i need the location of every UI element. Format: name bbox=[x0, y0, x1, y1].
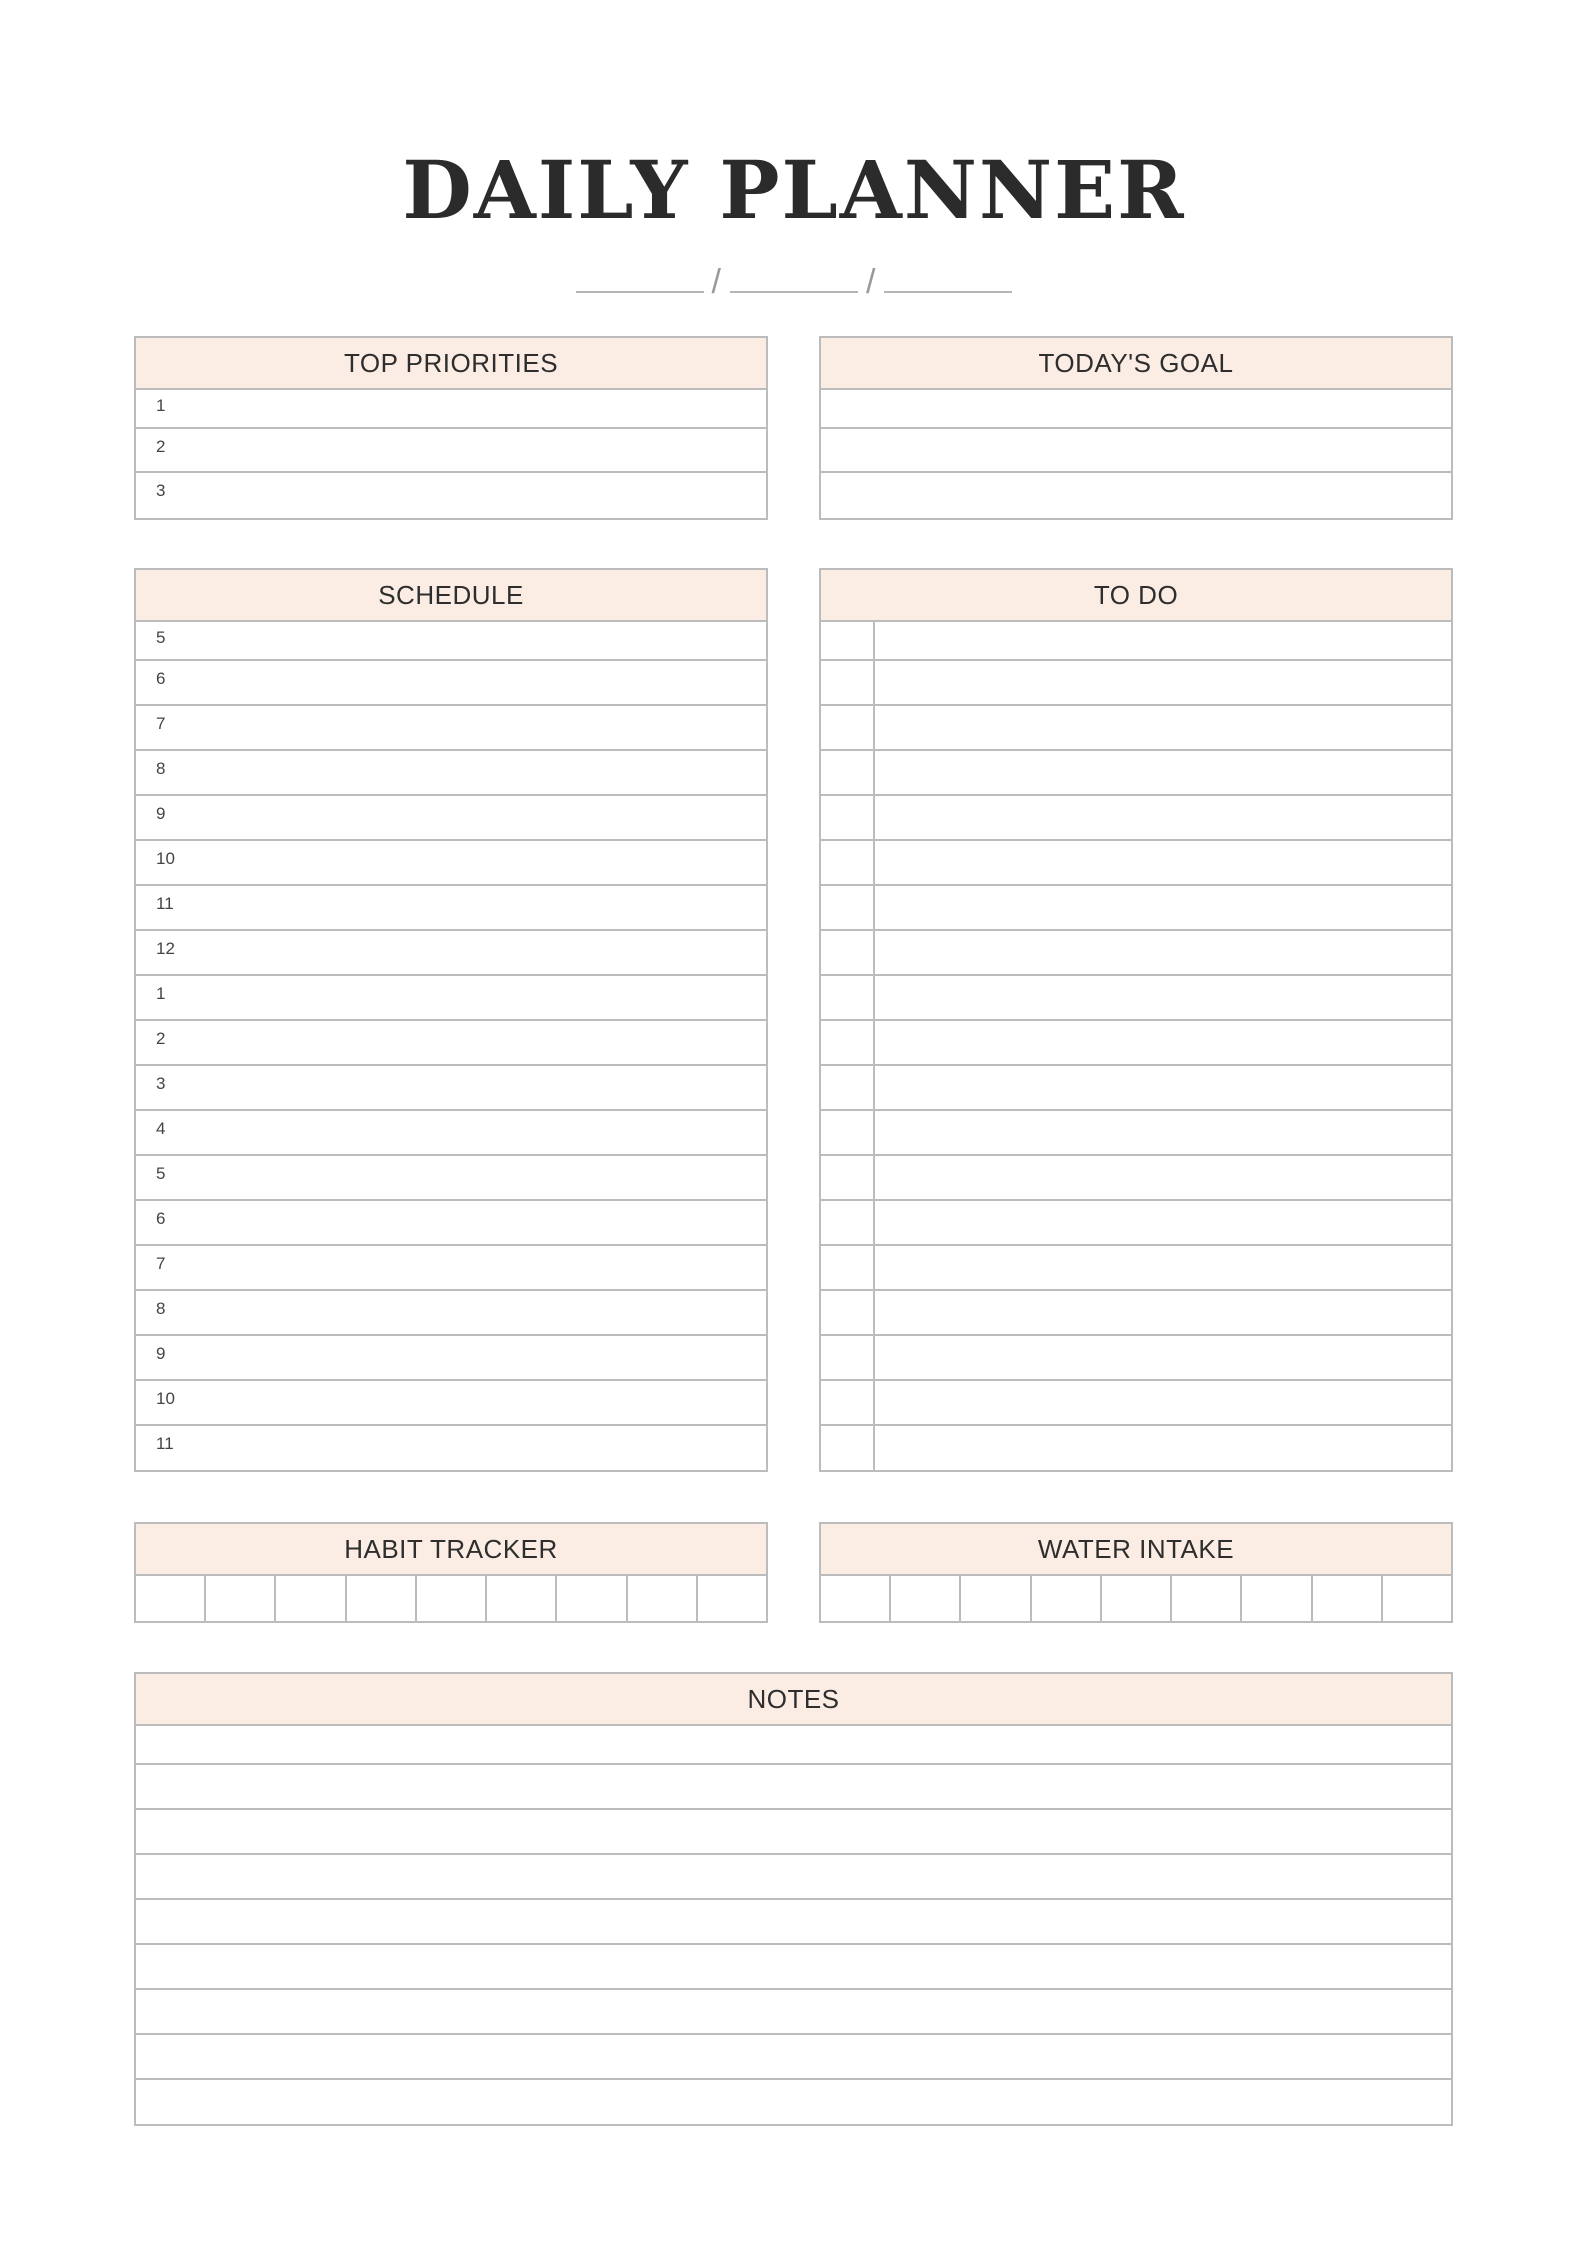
schedule-header: SCHEDULE bbox=[136, 570, 766, 622]
top-priorities-header: TOP PRIORITIES bbox=[136, 338, 766, 390]
todo-row[interactable] bbox=[821, 1336, 1451, 1381]
notes-line[interactable] bbox=[136, 2080, 1451, 2125]
todays-goal-section bbox=[819, 336, 1453, 520]
notes-header: NOTES bbox=[136, 1674, 1451, 1726]
date-year-blank[interactable] bbox=[884, 263, 1012, 293]
habit-cell[interactable] bbox=[628, 1576, 698, 1622]
todo-checkbox[interactable] bbox=[821, 1291, 875, 1334]
notes-line[interactable] bbox=[136, 1990, 1451, 2035]
priority-number: 2 bbox=[156, 437, 166, 456]
habit-cell[interactable] bbox=[347, 1576, 417, 1622]
date-line bbox=[0, 262, 1588, 302]
todo-row[interactable] bbox=[821, 661, 1451, 706]
water-cell[interactable] bbox=[821, 1576, 891, 1622]
schedule-hour-label: 6 bbox=[156, 669, 166, 688]
notes-line[interactable] bbox=[136, 1765, 1451, 1810]
todo-section bbox=[819, 568, 1453, 1472]
schedule-row[interactable] bbox=[136, 976, 766, 1021]
water-intake-section bbox=[819, 1522, 1453, 1623]
schedule-row[interactable] bbox=[136, 1426, 766, 1471]
water-cell[interactable] bbox=[891, 1576, 961, 1622]
water-intake-header: WATER INTAKE bbox=[821, 1524, 1451, 1576]
todo-checkbox[interactable] bbox=[821, 661, 875, 704]
schedule-row[interactable] bbox=[136, 886, 766, 931]
todo-row[interactable] bbox=[821, 976, 1451, 1021]
notes-line[interactable] bbox=[136, 1945, 1451, 1990]
todo-row[interactable] bbox=[821, 1066, 1451, 1111]
todo-checkbox[interactable] bbox=[821, 622, 875, 659]
todo-header: TO DO bbox=[821, 570, 1451, 622]
schedule-row[interactable] bbox=[136, 1201, 766, 1246]
priority-row[interactable] bbox=[136, 429, 766, 473]
todo-row[interactable] bbox=[821, 751, 1451, 796]
todo-row[interactable] bbox=[821, 796, 1451, 841]
notes-line[interactable] bbox=[136, 1810, 1451, 1855]
todo-row[interactable] bbox=[821, 931, 1451, 976]
schedule-row[interactable] bbox=[136, 1111, 766, 1156]
schedule-hour-label: 7 bbox=[156, 714, 166, 733]
schedule-hour-label: 1 bbox=[156, 984, 166, 1003]
todo-checkbox[interactable] bbox=[821, 796, 875, 839]
habit-cell[interactable] bbox=[557, 1576, 627, 1622]
todo-row[interactable] bbox=[821, 1021, 1451, 1066]
habit-tracker-header: HABIT TRACKER bbox=[136, 1524, 766, 1576]
habit-cell[interactable] bbox=[487, 1576, 557, 1622]
water-cell[interactable] bbox=[1313, 1576, 1383, 1622]
todo-row[interactable] bbox=[821, 1111, 1451, 1156]
todo-checkbox[interactable] bbox=[821, 886, 875, 929]
schedule-row[interactable] bbox=[136, 622, 766, 661]
schedule-row[interactable] bbox=[136, 1066, 766, 1111]
schedule-hour-label: 6 bbox=[156, 1209, 166, 1228]
schedule-row[interactable] bbox=[136, 931, 766, 976]
schedule-hour-label: 5 bbox=[156, 628, 166, 647]
todo-checkbox[interactable] bbox=[821, 1336, 875, 1379]
schedule-hour-label: 7 bbox=[156, 1254, 166, 1273]
todo-row[interactable] bbox=[821, 1201, 1451, 1246]
schedule-hour-label: 10 bbox=[156, 849, 175, 868]
todo-row[interactable] bbox=[821, 886, 1451, 931]
todo-row[interactable] bbox=[821, 706, 1451, 751]
todo-row[interactable] bbox=[821, 1246, 1451, 1291]
water-cell[interactable] bbox=[1172, 1576, 1242, 1622]
water-cell[interactable] bbox=[961, 1576, 1031, 1622]
todo-checkbox[interactable] bbox=[821, 976, 875, 1019]
priority-number: 3 bbox=[156, 481, 166, 500]
schedule-hour-label: 5 bbox=[156, 1164, 166, 1183]
schedule-hour-label: 4 bbox=[156, 1119, 166, 1138]
date-separator: / bbox=[711, 263, 722, 301]
notes-line[interactable] bbox=[136, 1726, 1451, 1765]
notes-section bbox=[134, 1672, 1453, 2126]
todo-checkbox[interactable] bbox=[821, 1156, 875, 1199]
todo-checkbox[interactable] bbox=[821, 1381, 875, 1424]
todo-row[interactable] bbox=[821, 622, 1451, 661]
water-cell[interactable] bbox=[1032, 1576, 1102, 1622]
schedule-row[interactable] bbox=[136, 1246, 766, 1291]
schedule-row[interactable] bbox=[136, 1336, 766, 1381]
todo-row[interactable] bbox=[821, 1291, 1451, 1336]
todo-checkbox[interactable] bbox=[821, 1201, 875, 1244]
todo-checkbox[interactable] bbox=[821, 1426, 875, 1471]
schedule-row[interactable] bbox=[136, 706, 766, 751]
date-separator: / bbox=[866, 263, 877, 301]
schedule-row[interactable] bbox=[136, 1291, 766, 1336]
todo-checkbox[interactable] bbox=[821, 1246, 875, 1289]
page-title: DAILY PLANNER bbox=[402, 143, 1186, 237]
habit-cell[interactable] bbox=[698, 1576, 766, 1622]
notes-line[interactable] bbox=[136, 1855, 1451, 1900]
priority-number: 1 bbox=[156, 396, 166, 415]
todo-row[interactable] bbox=[821, 1426, 1451, 1471]
schedule-hour-label: 3 bbox=[156, 1074, 166, 1093]
schedule-hour-label: 9 bbox=[156, 1344, 166, 1363]
top-priorities-section bbox=[134, 336, 768, 520]
priority-row[interactable] bbox=[136, 473, 766, 517]
habit-cell[interactable] bbox=[417, 1576, 487, 1622]
todo-checkbox[interactable] bbox=[821, 841, 875, 884]
schedule-hour-label: 10 bbox=[156, 1389, 175, 1408]
schedule-hour-label: 11 bbox=[156, 894, 174, 913]
notes-line[interactable] bbox=[136, 1900, 1451, 1945]
habit-cell[interactable] bbox=[136, 1576, 206, 1622]
schedule-hour-label: 8 bbox=[156, 759, 166, 778]
schedule-hour-label: 11 bbox=[156, 1434, 174, 1453]
schedule-row[interactable] bbox=[136, 1021, 766, 1066]
todo-row[interactable] bbox=[821, 1156, 1451, 1201]
habit-tracker-section bbox=[134, 1522, 768, 1623]
schedule-hour-label: 12 bbox=[156, 939, 175, 958]
date-month-blank[interactable] bbox=[730, 263, 858, 293]
goal-row[interactable] bbox=[821, 429, 1451, 473]
schedule-row[interactable] bbox=[136, 1156, 766, 1201]
schedule-row[interactable] bbox=[136, 661, 766, 706]
date-day-blank[interactable] bbox=[576, 263, 704, 293]
schedule-hour-label: 2 bbox=[156, 1029, 166, 1048]
water-cell[interactable] bbox=[1383, 1576, 1451, 1622]
schedule-row[interactable] bbox=[136, 841, 766, 886]
schedule-row[interactable] bbox=[136, 1381, 766, 1426]
habit-cell[interactable] bbox=[276, 1576, 346, 1622]
todo-checkbox[interactable] bbox=[821, 751, 875, 794]
schedule-hour-label: 8 bbox=[156, 1299, 166, 1318]
schedule-hour-label: 9 bbox=[156, 804, 166, 823]
goal-row[interactable] bbox=[821, 473, 1451, 517]
todays-goal-header: TODAY'S GOAL bbox=[821, 338, 1451, 390]
schedule-row[interactable] bbox=[136, 751, 766, 796]
todo-checkbox[interactable] bbox=[821, 706, 875, 749]
water-cell[interactable] bbox=[1242, 1576, 1312, 1622]
todo-row[interactable] bbox=[821, 1381, 1451, 1426]
goal-row[interactable] bbox=[821, 390, 1451, 429]
water-cell[interactable] bbox=[1102, 1576, 1172, 1622]
priority-row[interactable] bbox=[136, 390, 766, 429]
habit-cell[interactable] bbox=[206, 1576, 276, 1622]
todo-checkbox[interactable] bbox=[821, 1111, 875, 1154]
schedule-row[interactable] bbox=[136, 796, 766, 841]
todo-checkbox[interactable] bbox=[821, 1066, 875, 1109]
schedule-section bbox=[134, 568, 768, 1472]
notes-line[interactable] bbox=[136, 2035, 1451, 2080]
todo-checkbox[interactable] bbox=[821, 931, 875, 974]
todo-checkbox[interactable] bbox=[821, 1021, 875, 1064]
todo-row[interactable] bbox=[821, 841, 1451, 886]
